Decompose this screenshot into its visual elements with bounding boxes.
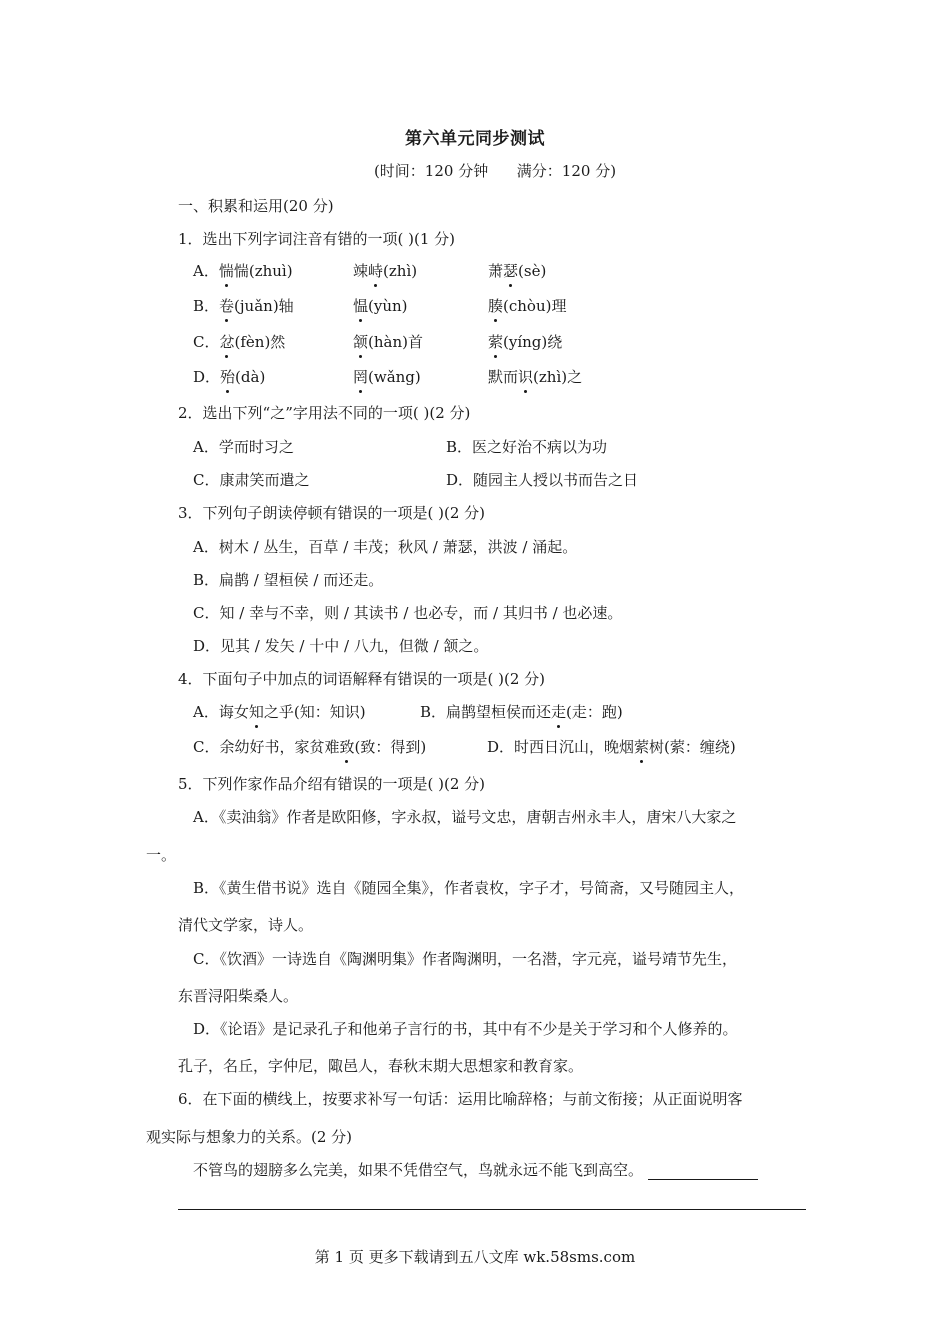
q5-option-c-line2: 东晋浔阳柴桑人。 bbox=[178, 987, 299, 1005]
q5-option-c-line1: C．《饮酒》一诗选自《陶渊明集》作者陶渊明，一名潜，字元亮，谥号靖节先生， bbox=[193, 950, 737, 968]
q5-option-a-line1: A．《卖油翁》作者是欧阳修，字永叔，谥号文忠，唐朝吉州永丰人，唐宋八大家之 bbox=[193, 808, 737, 826]
q1-c-item3: 萦(yíng)绕 bbox=[488, 333, 563, 351]
section-heading: 一、积累和运用(20 分) bbox=[178, 197, 334, 215]
q4-option-c: C．余幼好书，家贫难致(致：得到) bbox=[193, 738, 427, 756]
q1-option-row-c bbox=[193, 332, 793, 352]
q2-option-a: A．学而时习之 bbox=[193, 438, 294, 456]
answer-line bbox=[178, 1209, 806, 1210]
q1-c-item2: 颔(hàn)首 bbox=[353, 333, 423, 351]
question-6-stem-line1: 6．在下面的横线上，按要求补写一句话：运用比喻辞格；与前文衔接；从正面说明客 bbox=[178, 1090, 743, 1108]
q1-d-item2: 罔(wǎng) bbox=[353, 368, 421, 386]
q1-d-item1: D．殆(dà) bbox=[193, 368, 266, 386]
q2-option-c: C．康肃笑而遣之 bbox=[193, 471, 310, 489]
q5-option-b-line1: B．《黄生借书说》选自《随园全集》，作者袁枚，字子才，号简斋，又号随园主人， bbox=[193, 879, 745, 897]
q6-prompt: 不管鸟的翅膀多么完美，如果不凭借空气，鸟就永远不能飞到高空。 bbox=[193, 1160, 758, 1180]
q1-c-item1: C．忿(fèn)然 bbox=[193, 333, 286, 351]
q1-a-item2: 竦峙(zhì) bbox=[353, 262, 418, 280]
exam-info: (时间：120 分钟 满分：120 分) bbox=[373, 162, 617, 180]
answer-blank bbox=[648, 1162, 758, 1180]
q3-option-a: A．树木 / 丛生，百草 / 丰茂；秋风 / 萧瑟，洪波 / 涌起。 bbox=[193, 538, 578, 556]
q4-option-b: B．扁鹊望桓侯而还走(走：跑) bbox=[420, 703, 623, 721]
question-6-stem-line2: 观实际与想象力的关系。(2 分) bbox=[146, 1128, 353, 1146]
q3-option-c: C．知 / 幸与不幸，则 / 其读书 / 也必专，而 / 其归书 / 也必速。 bbox=[193, 604, 623, 622]
q1-b-item2: 愠(yùn) bbox=[353, 297, 408, 315]
page-title: 第六单元同步测试 bbox=[405, 129, 545, 149]
question-3-stem: 3．下列句子朗读停顿有错误的一项是( )(2 分) bbox=[178, 504, 486, 522]
q1-a-item1: A．惴惴(zhuì) bbox=[193, 262, 293, 280]
q5-option-d-line1: D．《论语》是记录孔子和他弟子言行的书，其中有不少是关于学习和个人修养的。 bbox=[193, 1020, 738, 1038]
q4-option-d: D．时西日沉山，晚烟萦树(萦：缠绕) bbox=[487, 738, 736, 756]
question-4-stem: 4．下面句子中加点的词语解释有错误的一项是( )(2 分) bbox=[178, 670, 546, 688]
question-2-stem: 2．选出下列“之”字用法不同的一项( )(2 分) bbox=[178, 404, 471, 422]
q1-option-row-b bbox=[193, 296, 793, 316]
q3-option-d: D．见其 / 发矢 / 十中 / 八九，但微 / 颔之。 bbox=[193, 637, 489, 655]
q5-option-d-line2: 孔子，名丘，字仲尼，陬邑人，春秋末期大思想家和教育家。 bbox=[178, 1057, 584, 1075]
page-footer: 第 1 页 更多下载请到五八文库 wk.58sms.com bbox=[314, 1248, 636, 1266]
q1-d-item3: 默而识(zhì)之 bbox=[488, 368, 583, 386]
q1-a-item3: 萧瑟(sè) bbox=[488, 262, 547, 280]
q2-option-b: B．医之好治不病以为功 bbox=[446, 438, 608, 456]
q5-option-b-line2: 清代文学家，诗人。 bbox=[178, 916, 314, 934]
q5-option-a-line2: 一。 bbox=[146, 846, 177, 864]
q3-option-b: B．扁鹊 / 望桓侯 / 而还走。 bbox=[193, 571, 384, 589]
question-1-stem: 1．选出下列字词注音有错的一项( )(1 分) bbox=[178, 230, 456, 248]
q1-option-row-d bbox=[193, 367, 793, 387]
q2-option-d: D．随园主人授以书而告之日 bbox=[446, 471, 639, 489]
q4-option-a: A．诲女知之乎(知：知识) bbox=[193, 703, 366, 721]
q1-b-item3: 腠(chòu)理 bbox=[488, 297, 567, 315]
q1-option-row-a bbox=[193, 261, 793, 281]
question-5-stem: 5．下列作家作品介绍有错误的一项是( )(2 分) bbox=[178, 775, 486, 793]
q1-b-item1: B．卷(juǎn)轴 bbox=[193, 297, 294, 315]
